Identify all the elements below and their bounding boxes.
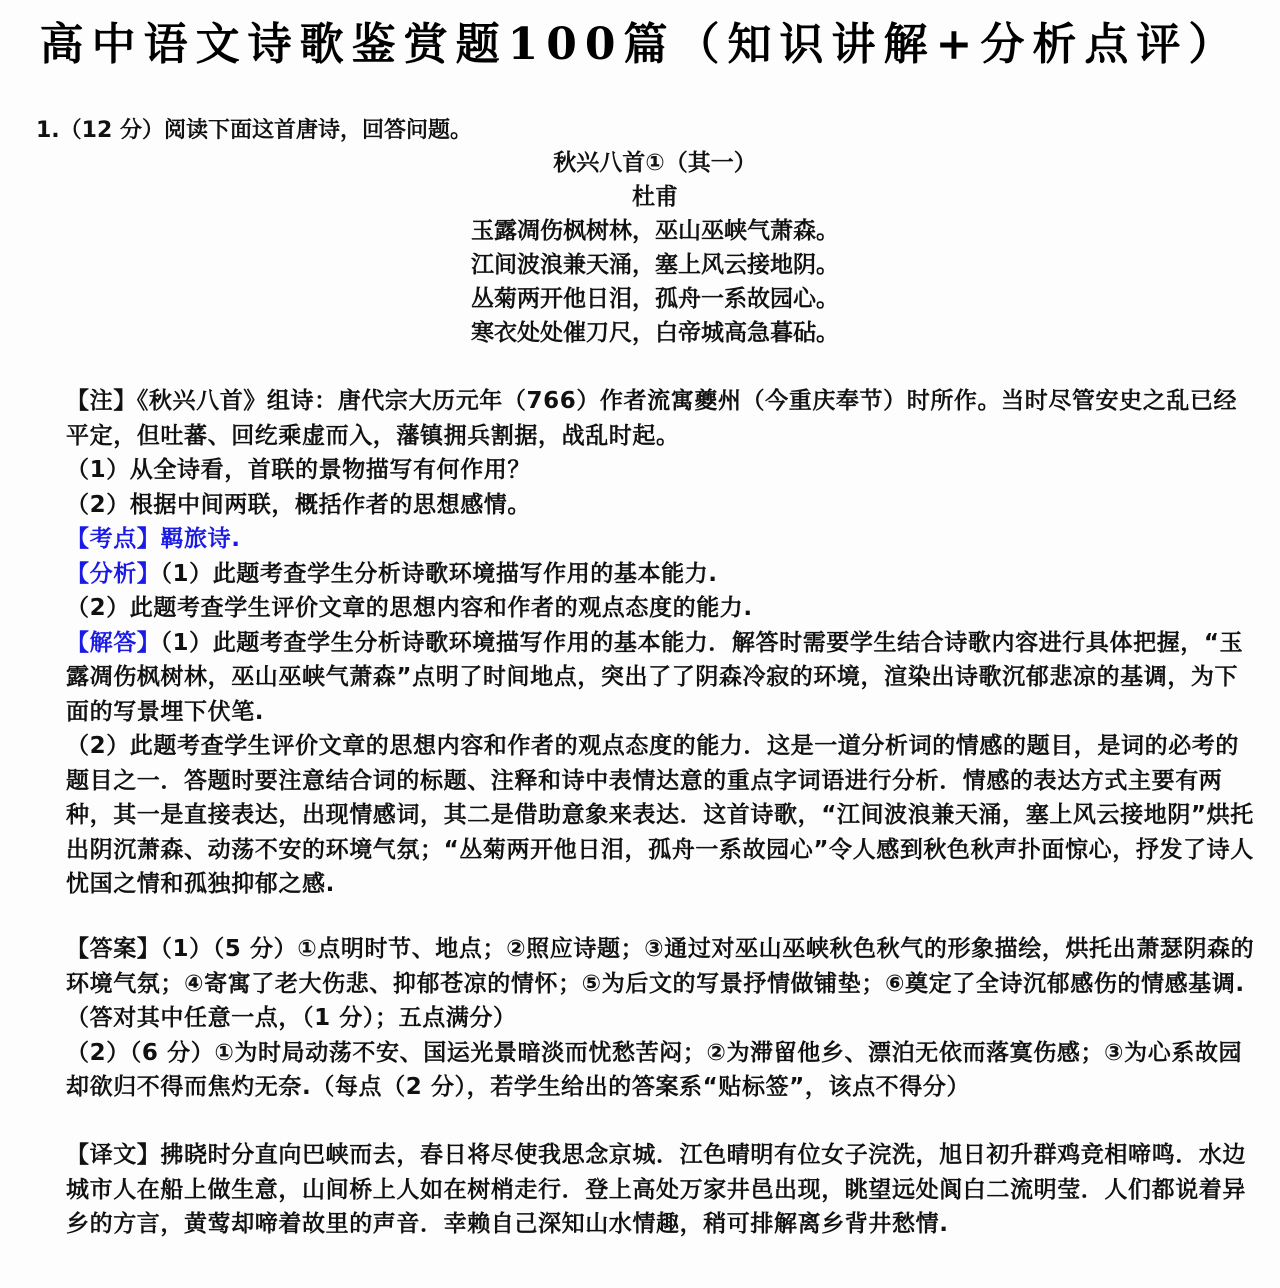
translation-block <box>66 1138 1256 1242</box>
poem <box>0 146 1280 350</box>
kaodian-label: 【考点】 <box>66 526 161 552</box>
yiwen-text: 拂晓时分直向巴峡而去，春日将尽使我思念京城．江色晴明有位女子浣洗，旭日初升群鸡竞相啼鸣．水边城市人在船上做生意，山间桥上人如在树梢走行．登上高处万家井邑出现，眺望远处阆白二流明莹．人们都说着异乡的方言，黄莺却啼着故里的声音．幸赖自己深知山水情趣，稍可排解离乡背井愁情. <box>66 1142 1247 1237</box>
note-label: 【注】 <box>66 388 137 414</box>
poem-line: 江间波浪兼天涌，塞上风云接地阴。 <box>471 252 839 278</box>
note-text: 《秋兴八首》组诗：唐代宗大历元年（766）作者流寓夔州（今重庆奉节）时所作。当时尽管安史之乱已经平定，但吐蕃、回纥乘虚而入，藩镇拥兵割据，战乱时起。 <box>66 388 1238 449</box>
daan-part-2: （2）（6 分）①为时局动荡不安、国运光景暗淡而忧愁苦闷；②为滞留他乡、漂泊无依而落寞伤感；③为心系故园却欲归不得而焦灼无奈.（每点（2 分），若学生给出的答案系“贴标签”，该点不得分） <box>66 1039 1243 1100</box>
poem-title: 秋兴八首①（其一） <box>553 150 757 176</box>
fenxi-line-1: （1）此题考查学生分析诗歌环境描写作用的基本能力. <box>160 560 718 587</box>
poem-author: 杜甫 <box>632 184 678 210</box>
yiwen-label: 【译文】 <box>66 1142 161 1168</box>
answer-block <box>66 932 1256 1105</box>
jieda-part-2: （2）此题考查学生评价文章的思想内容和作者的观点态度的能力．这是一道分析词的情感的题目，是词的必考的题目之一．答题时要注意结合词的标题、注释和诗中表情达意的重点字词语进行分析．情感的表达方式主要有两种，其一是直接表达，出现情感词，其二是借助意象来表达．这首诗歌，“江间波浪兼天涌，塞上风云接地阴”烘托出阴沉萧森、动荡不安的环境气氛；“丛菊两开他日泪，孤舟一系故园心”令人感到秋色秋声扑面惊心，抒发了诗人忧国之情和孤独抑郁之感. <box>66 733 1254 897</box>
jieda-label: 【解答】 <box>66 629 161 656</box>
fenxi-line-2: （2）此题考查学生评价文章的思想内容和作者的观点态度的能力. <box>66 595 753 621</box>
daan-label: 【答案】 <box>66 936 161 962</box>
note-block <box>66 384 1256 902</box>
page-title: 高中语文诗歌鉴赏题100篇（知识讲解+分析点评） <box>39 19 1241 70</box>
sub-question-1: （1）从全诗看，首联的景物描写有何作用？ <box>66 457 532 483</box>
kaodian-text: 羁旅诗. <box>160 526 241 552</box>
poem-line: 寒衣处处催刀尺，白帝城高急暮砧。 <box>471 320 839 346</box>
sub-question-2: （2）根据中间两联，概括作者的思想感情。 <box>66 491 532 518</box>
fenxi-label: 【分析】 <box>66 560 161 587</box>
poem-line: 玉露凋伤枫树林，巫山巫峡气萧森。 <box>471 218 839 244</box>
poem-line: 丛菊两开他日泪，孤舟一系故园心。 <box>471 286 839 312</box>
jieda-part-1: （1）此题考查学生分析诗歌环境描写作用的基本能力．解答时需要学生结合诗歌内容进行具体把握，“玉露凋伤枫树林，巫山巫峡气萧森”点明了时间地点，突出了了阴森冷寂的环境，渲染出诗歌沉郁悲凉的基调，为下面的写景埋下伏笔. <box>66 629 1244 725</box>
daan-part-1: （1）（5 分）①点明时节、地点；②照应诗题；③通过对巫山巫峡秋色秋气的形象描绘，烘托出萧瑟阴森的环境气氛；④寄寓了老大伤悲、抑郁苍凉的情怀；⑤为后文的写景抒情做铺垫；⑥奠定了全诗沉郁感伤的情感基调.（答对其中任意一点，（1 分）；五点满分） <box>66 936 1255 1031</box>
question-heading: 1.（12 分）阅读下面这首唐诗，回答问题。 <box>36 118 472 143</box>
